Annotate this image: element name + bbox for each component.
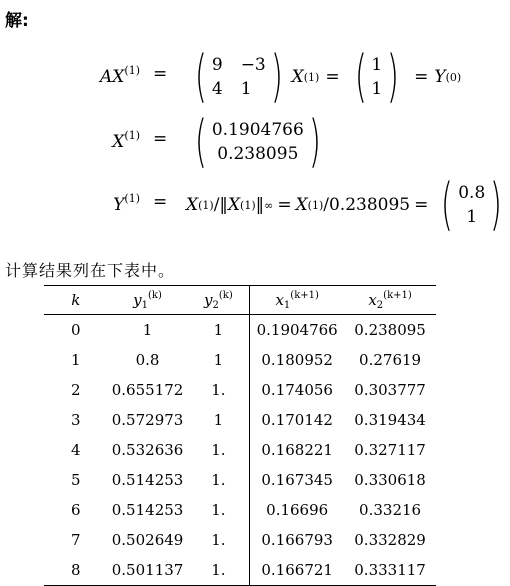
matrix-entry: 4 <box>211 79 223 99</box>
table-row <box>44 495 436 525</box>
cell-y2: 1 <box>188 315 250 346</box>
cell-k: 6 <box>71 501 81 519</box>
cell-x2: 0.330618 <box>354 471 426 489</box>
cell-y2: 1. <box>188 435 250 465</box>
vector-ones <box>350 44 405 109</box>
norm-sub: ∞ <box>264 198 274 212</box>
matrix-entry: 9 <box>211 55 223 75</box>
cell-k: 8 <box>44 555 108 586</box>
right-paren: ) <box>490 172 503 237</box>
equals-sign: = <box>153 64 168 84</box>
vector-entry: 1 <box>371 55 383 75</box>
cell-y1: 0.532636 <box>111 441 184 459</box>
table-row <box>44 465 436 495</box>
cell-x2: 0.303777 <box>354 381 426 399</box>
lhs-sup: (1) <box>124 129 140 142</box>
vector-x1 <box>190 109 326 174</box>
division-tail: /0.238095 <box>323 195 411 215</box>
table-header-row <box>44 286 436 315</box>
cell-k: 4 <box>71 441 81 459</box>
cell-x2: 0.333117 <box>344 555 436 586</box>
cell-k: 5 <box>71 471 81 489</box>
var-x: X <box>227 195 241 215</box>
var-x-sup: (1) <box>307 198 324 212</box>
header-x2 <box>344 286 436 315</box>
table-row <box>44 345 436 375</box>
vector-entries <box>371 55 382 99</box>
cell-y2: 1. <box>188 555 250 586</box>
cell-x1: 0.174056 <box>261 381 333 399</box>
equals-sign: = <box>153 129 168 149</box>
equals-sign: = <box>277 195 292 215</box>
right-paren: ) <box>387 44 400 109</box>
cell-y2: 1. <box>188 495 250 525</box>
right-paren: ) <box>308 109 321 174</box>
left-paren: ( <box>354 44 367 109</box>
cell-k: 0 <box>71 321 81 339</box>
equation-2 <box>0 109 510 174</box>
cell-x1: 0.166721 <box>250 555 344 586</box>
equation-3-lhs <box>0 192 140 215</box>
header-sup: (k+1) <box>383 289 412 301</box>
cell-x1: 0.167345 <box>261 471 333 489</box>
matrix-entry: 1 <box>240 79 252 99</box>
header-y1 <box>108 286 188 315</box>
table-row <box>44 375 436 405</box>
var-x-sup: (1) <box>198 198 214 212</box>
vector-entry: 0.8 <box>458 183 486 203</box>
header-x1 <box>250 286 344 315</box>
vector-entries <box>212 120 304 164</box>
header-sub: 2 <box>212 299 219 311</box>
vector-entry: 0.1904766 <box>211 120 304 140</box>
vector-entry: 1 <box>466 207 478 227</box>
cell-y1: 1 <box>142 321 153 339</box>
norm-close: ‖ <box>255 195 265 215</box>
lhs-var: X <box>112 132 125 152</box>
header-sub: 2 <box>376 299 384 311</box>
matrix-entry: −3 <box>240 55 266 75</box>
cell-y2: 1. <box>188 525 250 555</box>
table-row <box>44 525 436 555</box>
cell-y1: 0.655172 <box>111 381 184 399</box>
results-table <box>44 285 436 586</box>
cell-y1: 0.502649 <box>111 531 184 549</box>
vector-y1 <box>436 172 507 237</box>
header-sub: 1 <box>141 299 149 311</box>
matrix-a <box>190 44 288 109</box>
cell-x1: 0.168221 <box>261 441 333 459</box>
cell-x2: 0.332829 <box>354 531 426 549</box>
var-x: X <box>295 195 308 215</box>
cell-y2: 1. <box>188 465 250 495</box>
equation-1-lhs <box>0 64 140 87</box>
equation-2-lhs <box>0 129 140 152</box>
cell-y2: 1 <box>188 345 250 375</box>
left-paren: ( <box>194 109 207 174</box>
var-y-sup: (0) <box>445 70 462 84</box>
cell-k: 1 <box>71 351 81 369</box>
cell-x2: 0.27619 <box>359 351 422 369</box>
table-caption: 计算结果列在下表中。 <box>5 261 176 280</box>
var-x: X <box>186 195 199 215</box>
header-base: x <box>368 290 377 309</box>
cell-y2: 1. <box>188 375 250 405</box>
cell-y1: 0.514253 <box>111 471 184 489</box>
cell-x2: 0.33216 <box>359 501 422 519</box>
header-sup: (k) <box>148 289 162 301</box>
header-sup: (k) <box>218 289 233 301</box>
vector-entry: 0.238095 <box>217 144 299 164</box>
cell-y1: 0.514253 <box>111 501 184 519</box>
cell-y1: 0.8 <box>135 351 160 369</box>
table-row <box>44 405 436 435</box>
cell-y2: 1 <box>188 405 250 435</box>
right-paren: ) <box>270 44 283 109</box>
left-paren: ( <box>441 172 454 237</box>
left-paren: ( <box>194 44 207 109</box>
cell-x1: 0.170142 <box>261 411 333 429</box>
equation-1 <box>0 44 510 109</box>
header-y2 <box>188 286 250 315</box>
var-x-sup: (1) <box>240 198 256 212</box>
cell-x2: 0.238095 <box>354 321 426 339</box>
norm-open: /‖ <box>213 195 228 215</box>
cell-x1: 0.166793 <box>261 531 333 549</box>
lhs-var: Y <box>113 195 125 215</box>
cell-x2: 0.327117 <box>354 441 426 459</box>
header-base: y <box>204 290 213 309</box>
table-row <box>44 435 436 465</box>
equals-sign: = <box>325 67 340 87</box>
header-sub: 1 <box>283 299 291 311</box>
equation-2-rhs <box>186 109 330 174</box>
header-base: x <box>275 290 284 309</box>
lhs-sup: (1) <box>124 192 140 205</box>
header-base: k <box>71 291 81 309</box>
table-row <box>44 315 436 346</box>
matrix-a-entries <box>212 55 266 99</box>
var-x-sup: (1) <box>303 70 320 84</box>
lhs-sup: (1) <box>124 64 140 77</box>
var-x: X <box>291 67 304 87</box>
equation-3 <box>0 172 510 237</box>
vector-entry: 1 <box>371 79 383 99</box>
equation-3-rhs <box>186 172 507 237</box>
cell-k: 7 <box>71 531 81 549</box>
cell-k: 2 <box>71 381 81 399</box>
cell-y1: 0.572973 <box>111 411 184 429</box>
cell-k: 3 <box>71 411 81 429</box>
solution-heading: 解: <box>5 11 29 31</box>
vector-entries <box>458 183 485 227</box>
lhs-var: AX <box>100 67 125 87</box>
equals-sign: = <box>414 67 429 87</box>
equation-1-rhs <box>186 44 462 109</box>
cell-y1: 0.501137 <box>108 555 188 586</box>
cell-x1: 0.180952 <box>261 351 333 369</box>
cell-x2: 0.319434 <box>354 411 426 429</box>
cell-x1: 0.16696 <box>266 501 329 519</box>
header-k <box>44 286 108 315</box>
var-y: Y <box>434 67 446 87</box>
equals-sign: = <box>414 195 429 215</box>
header-base: y <box>133 290 142 309</box>
cell-x1: 0.1904766 <box>256 321 338 339</box>
equals-sign: = <box>153 192 168 212</box>
header-sup: (k+1) <box>290 289 319 301</box>
table-row <box>44 555 436 586</box>
